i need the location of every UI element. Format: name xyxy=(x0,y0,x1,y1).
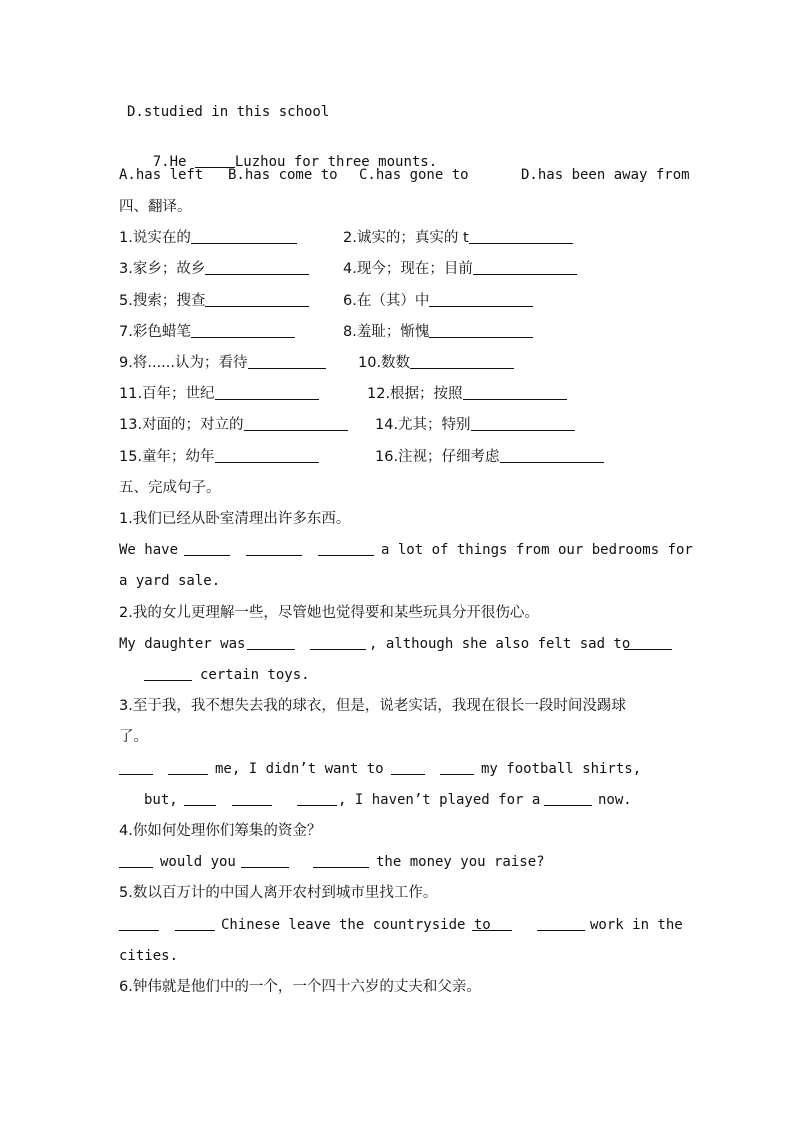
answer-blank[interactable] xyxy=(318,541,374,556)
translate-item-7: 7.彩色蜡笔 xyxy=(119,324,191,340)
answer-blank[interactable] xyxy=(313,853,369,868)
answer-blank[interactable] xyxy=(191,323,295,338)
sentence-3-chinese-cont: 了。 xyxy=(119,729,148,745)
translate-item-12: 12.根据；按照 xyxy=(367,386,463,402)
answer-blank[interactable] xyxy=(246,541,302,556)
translate-item-1: 1.说实在的 xyxy=(119,230,191,246)
answer-blank[interactable] xyxy=(119,760,153,775)
sentence-5-english-cont: cities. xyxy=(119,948,179,964)
answer-blank[interactable] xyxy=(119,916,159,931)
answer-blank[interactable] xyxy=(472,916,512,931)
answer-blank[interactable] xyxy=(537,916,585,931)
q7-after: Luzhou for three mounts. xyxy=(234,154,438,170)
translate-row xyxy=(119,416,679,434)
translate-item-10: 10.数数 xyxy=(358,355,411,371)
answer-blank[interactable] xyxy=(310,635,366,650)
answer-blank[interactable] xyxy=(624,635,672,650)
translate-row xyxy=(119,448,679,466)
answer-blank[interactable] xyxy=(241,853,289,868)
translate-item-13: 13.对面的；对立的 xyxy=(119,417,244,433)
q7-options xyxy=(119,166,690,184)
sentence-3-chinese: 3.至于我，我不想失去我的球衣，但是，说老实话，我现在很长一段时间没踢球 xyxy=(119,698,626,714)
translate-row xyxy=(119,292,679,310)
sentence-2-english-cont xyxy=(119,666,679,684)
s2-text-b: , although she also felt sad to xyxy=(369,636,631,652)
answer-blank[interactable] xyxy=(184,541,230,556)
sentence-4-chinese: 4.你如何处理你们筹集的资金？ xyxy=(119,823,322,839)
translate-item-8: 8.羞耻；惭愧 xyxy=(343,324,430,340)
answer-blank[interactable] xyxy=(232,791,272,806)
answer-blank[interactable] xyxy=(205,260,309,275)
translate-row xyxy=(119,385,679,403)
sentence-1-english xyxy=(119,541,693,559)
translate-item-6: 6.在（其）中 xyxy=(343,293,430,309)
sentence-6-chinese: 6.钟伟就是他们中的一个，一个四十六岁的丈夫和父亲。 xyxy=(119,979,481,995)
sentence-2-chinese: 2.我的女儿更理解一些，尽管她也觉得要和某些玩具分开很伤心。 xyxy=(119,605,539,621)
answer-blank[interactable] xyxy=(244,416,348,431)
section5-title: 五、完成句子。 xyxy=(119,480,221,496)
s4-text-a: would you xyxy=(160,854,236,870)
s5-text-a: Chinese leave the countryside to xyxy=(221,917,491,933)
translate-row xyxy=(119,260,679,278)
answer-blank[interactable] xyxy=(215,385,319,400)
answer-blank[interactable] xyxy=(248,354,326,369)
answer-blank[interactable] xyxy=(473,260,577,275)
translate-row xyxy=(119,229,679,247)
sentence-3-english-cont xyxy=(144,791,664,809)
answer-blank[interactable] xyxy=(205,292,309,307)
answer-blank[interactable] xyxy=(297,791,337,806)
sentence-5-chinese: 5.数以百万计的中国人离开农村到城市里找工作。 xyxy=(119,885,438,901)
translate-row xyxy=(119,354,679,372)
s3-text-a2: my football shirts, xyxy=(481,761,642,777)
translate-item-15: 15.童年；幼年 xyxy=(119,449,215,465)
q7-option-b[interactable]: B.has come to xyxy=(228,167,338,183)
answer-blank[interactable] xyxy=(175,916,215,931)
s2-text-a: My daughter was xyxy=(119,636,246,652)
s5-text-b: work in the xyxy=(590,917,683,933)
answer-blank[interactable] xyxy=(410,354,514,369)
answer-blank[interactable] xyxy=(463,385,567,400)
q6-option-d: D.studied in this school xyxy=(127,104,330,120)
s3-text-b2: , I haven’t played for a xyxy=(338,792,541,808)
sentence-3-english xyxy=(119,760,679,778)
answer-blank[interactable] xyxy=(469,229,573,244)
s2-text-c: certain toys. xyxy=(200,667,310,683)
sentence-2-english xyxy=(119,635,679,653)
sentence-1-english-cont: a yard sale. xyxy=(119,573,221,589)
q7-option-c[interactable]: C.has gone to xyxy=(359,167,469,183)
translate-item-4: 4.现今；现在；目前 xyxy=(343,261,473,277)
answer-blank[interactable] xyxy=(429,292,533,307)
answer-blank[interactable] xyxy=(247,635,295,650)
s3-text-a1: me, I didn’t want to xyxy=(215,761,384,777)
answer-blank[interactable] xyxy=(500,448,604,463)
s1-text-b: a lot of things from our bedrooms for xyxy=(381,542,693,558)
translate-item-9: 9.将......认为；看待 xyxy=(119,355,248,371)
sentence-1-chinese: 1.我们已经从卧室清理出许多东西。 xyxy=(119,511,351,527)
answer-blank[interactable] xyxy=(391,760,425,775)
sentence-5-english xyxy=(119,916,683,934)
answer-blank[interactable] xyxy=(191,229,297,244)
answer-blank[interactable] xyxy=(184,791,216,806)
q7-option-d[interactable]: D.has been away from xyxy=(521,167,690,183)
sentence-4-english xyxy=(119,853,679,871)
translate-row xyxy=(119,323,679,341)
section4-title: 四、翻译。 xyxy=(119,199,192,215)
translate-item-11: 11.百年；世纪 xyxy=(119,386,215,402)
translate-item-16: 16.注视；仔细考虑 xyxy=(375,449,500,465)
s3-text-b3: now. xyxy=(598,792,632,808)
answer-blank[interactable] xyxy=(168,760,208,775)
translate-item-2: 2.诚实的；真实的 t xyxy=(343,230,469,246)
answer-blank[interactable] xyxy=(215,448,319,463)
q7-before: 7.He xyxy=(152,154,195,170)
q7-option-a[interactable]: A.has left xyxy=(119,167,204,183)
answer-blank[interactable] xyxy=(440,760,474,775)
answer-blank[interactable] xyxy=(144,666,192,681)
answer-blank[interactable] xyxy=(119,853,153,868)
translate-item-5: 5.搜索；搜查 xyxy=(119,293,206,309)
translate-item-3: 3.家乡；故乡 xyxy=(119,261,206,277)
s1-text-a: We have xyxy=(119,542,179,558)
s4-text-b: the money you raise? xyxy=(376,854,545,870)
s3-text-b1: but, xyxy=(144,792,178,808)
answer-blank[interactable] xyxy=(544,791,592,806)
answer-blank[interactable] xyxy=(471,416,575,431)
translate-item-14: 14.尤其；特别 xyxy=(375,417,471,433)
answer-blank[interactable] xyxy=(429,323,533,338)
